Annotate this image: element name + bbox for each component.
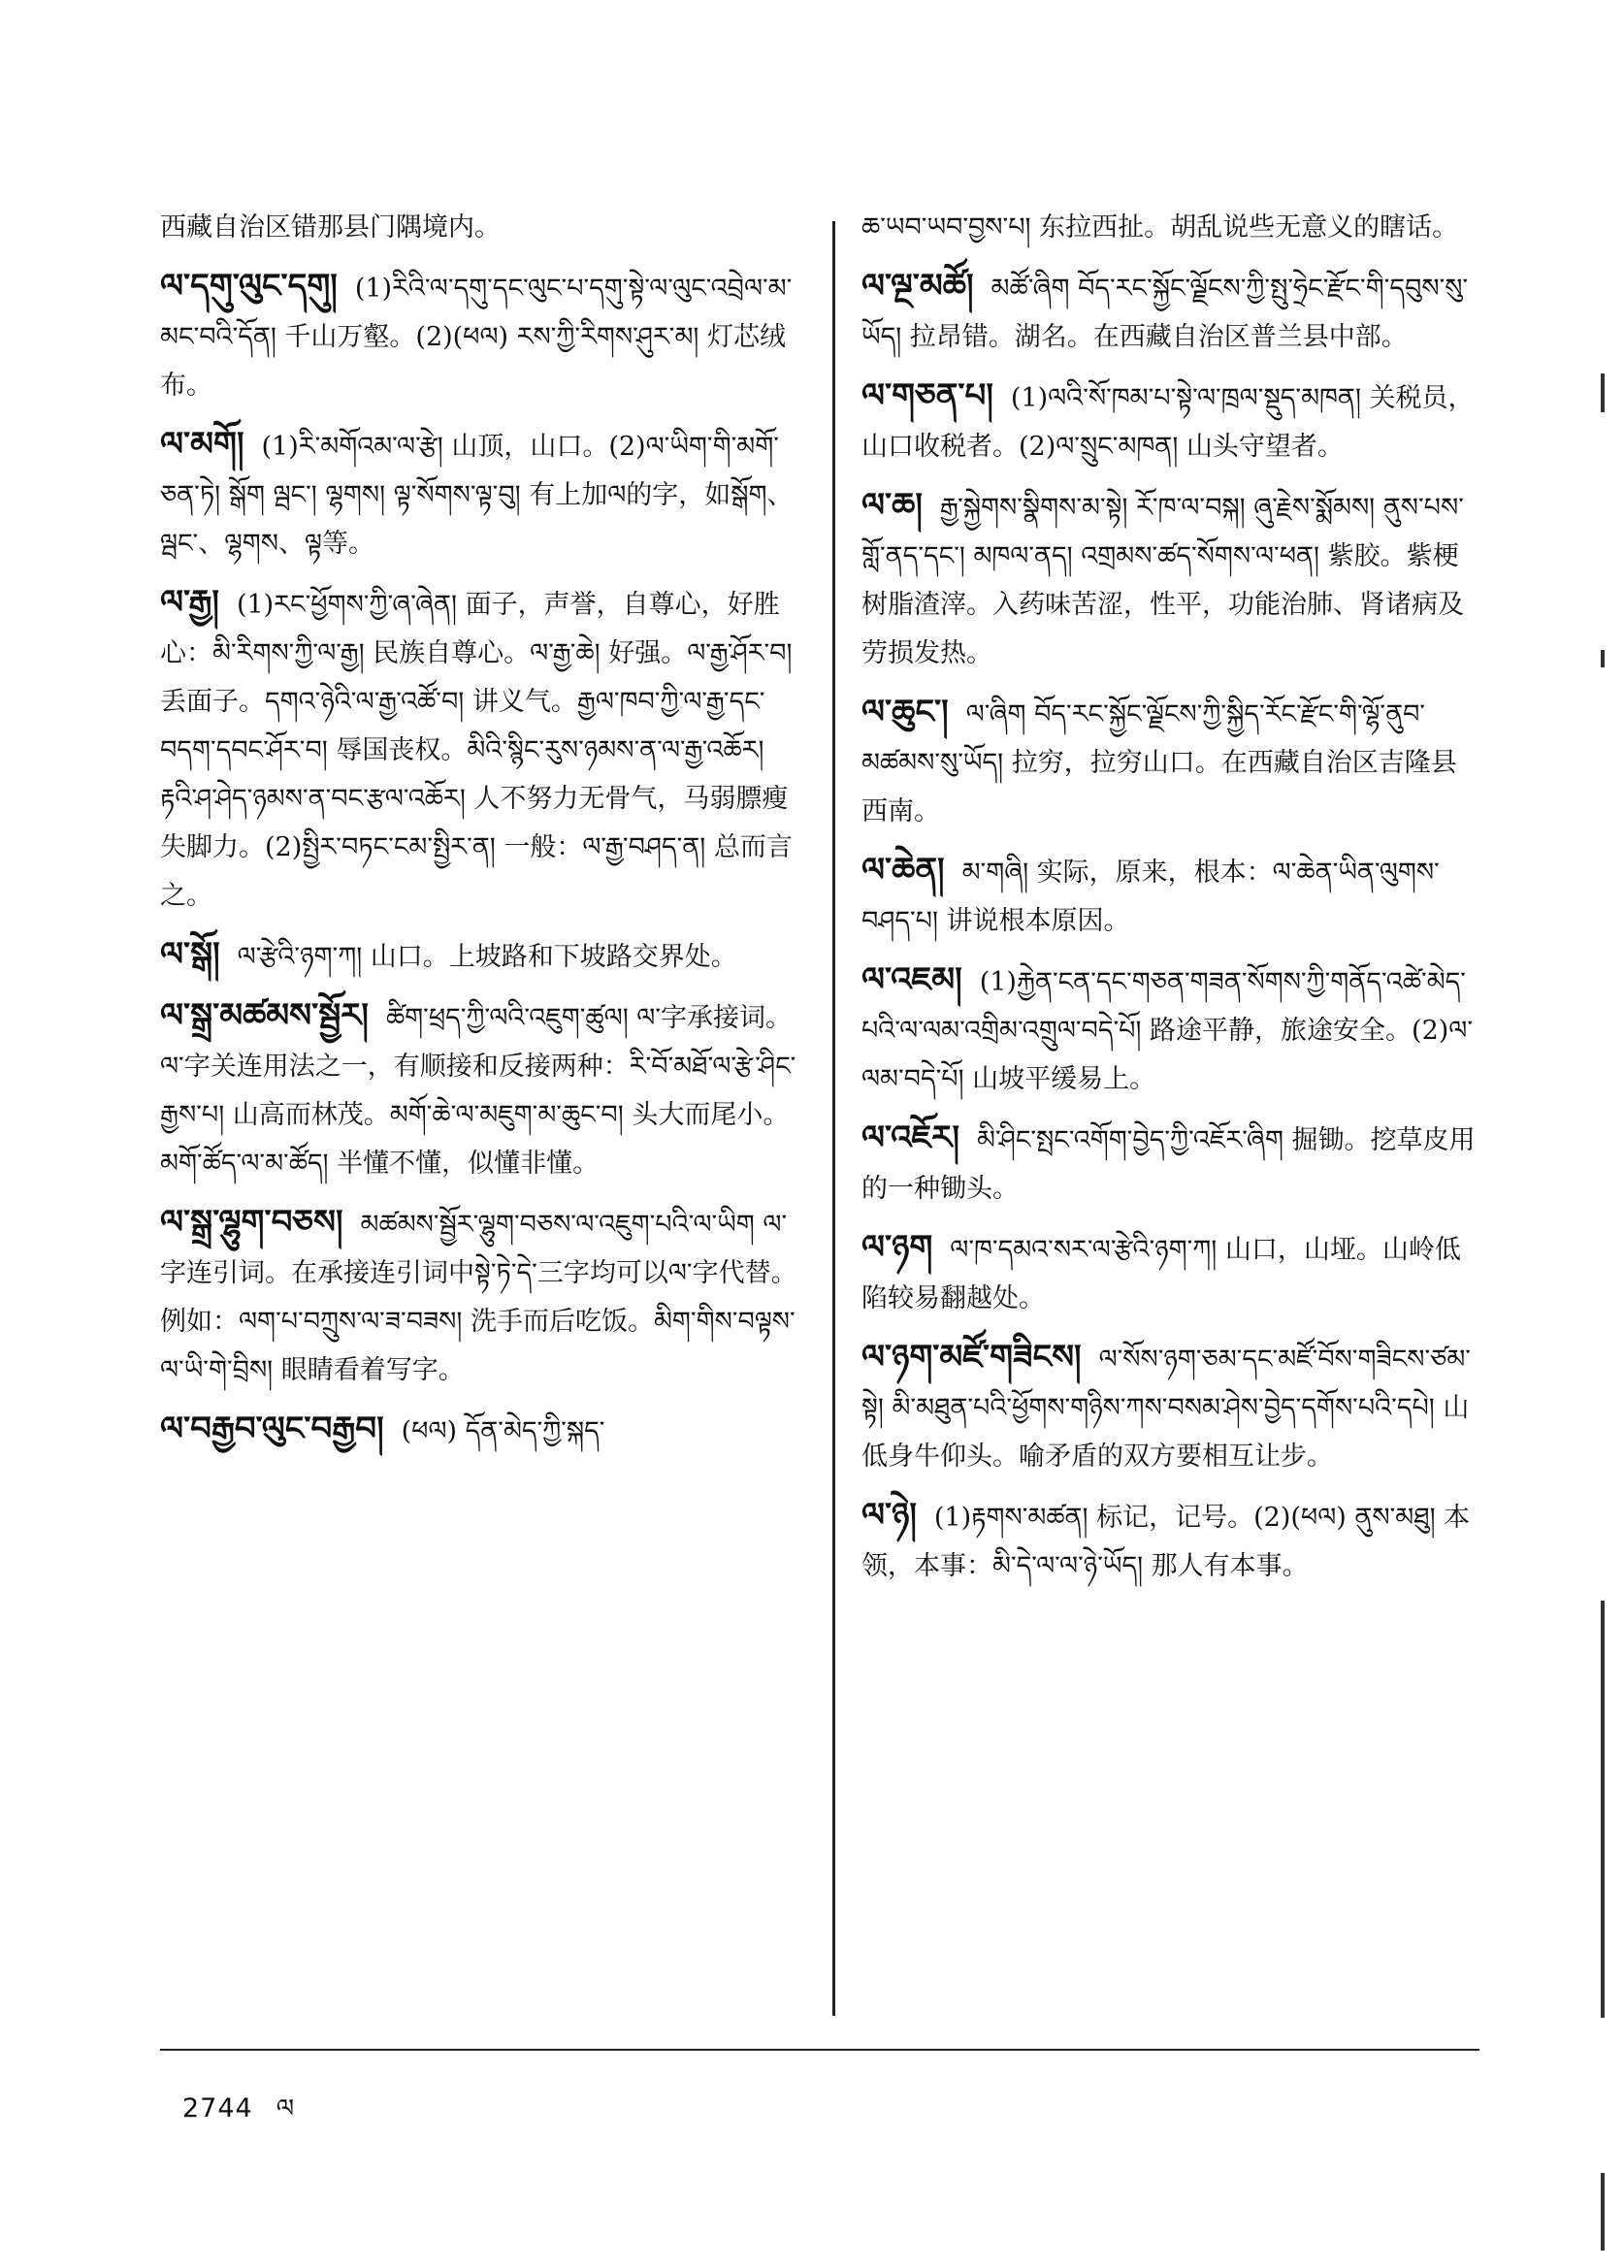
scan-edge-mark [1601, 1601, 1605, 2018]
entry [861, 956, 1482, 1104]
definition: (ཕལ) དོན་མེད་ཀྱི་སྐད་ [401, 1416, 605, 1446]
headword: ལ་དགུ་ལུང་དགུ། [160, 267, 338, 306]
entry [861, 481, 1482, 678]
footer-rule [160, 2049, 1479, 2051]
entry [861, 846, 1482, 946]
left-column [160, 204, 805, 1466]
entry [861, 262, 1482, 362]
definition: (1)རྐྱེན་ངན་དང་གཅན་གཟན་སོགས་ཀྱི་གནོད་འཚེ་མེད་པའི་ལ་ལམ་འགྲིམ་འགྲུལ་བདེ་པོ། 路途平静，旅途安全。(2)ལ་ལམ་བདེ་པོ། 山坡平缓易上。 [861, 967, 1474, 1094]
column-divider [832, 221, 835, 2016]
entry [861, 1223, 1482, 1323]
definition: ལ་ཁ་དམའ་སར་ལ་རྩེའི་ཉག་ཀ། 山口，山垭。山岭低陷较易翻越处。 [861, 1235, 1461, 1313]
definition: མཚོ་ཞིག བོད་རང་སྐྱོང་ལྗོངས་ཀྱི་སྤུ་ཧྲེང་རྫོང་གི་དབུས་སུ་ཡོད། 拉昂错。湖名。在西藏自治区普兰县中部。 [861, 274, 1469, 352]
entry [160, 930, 805, 982]
definition: ཚིག་ཕྲད་ཀྱི་ལའི་འཇུག་ཚུལ། ལ་字承接词。ལ་字关连用法之一，有顺接和反接两种：རི་བོ་མཐོ་ལ་རྩེ་ཤིང་རྒྱས་པ། 山高而林茂。མགོ་ཆེ་ལ་མཇུག་མ་ཆུང་བ། 头大而尾小。མགོ་ཚོད་ལ་མ་ཚོད། 半懂不懂，似懂非懂。 [160, 1003, 796, 1179]
definition: (1)རྟགས་མཚན། 标记，记号。(2)(ཕལ) ནུས་མཐུ། 本领，本事：མི་དེ་ལ་ལ་ཉེ་ཡོད། 那人有本事。 [861, 1503, 1471, 1581]
definition: (1)ལའི་སོ་ཁམ་པ་སྟེ་ལ་ཁྲལ་སྡུད་མཁན། 关税员，山口收税者。(2)ལ་སྲུང་མཁན། 山头守望者。 [861, 383, 1475, 462]
entry [160, 1405, 805, 1456]
headword: ལ་བརྒྱབ་ལུང་བརྒྱབ། [160, 1409, 384, 1448]
headword: ལ་ཉེ། [861, 1496, 917, 1535]
definition: ལ་རྩེའི་ཉག་ཀ། 山口。上坡路和下坡路交界处。 [237, 942, 737, 972]
headword: ལ་སྒྲ་ལྷུག་བཅས། [160, 1203, 343, 1242]
headword: ལ་ཉག [861, 1228, 933, 1267]
definition: མ་གཞི། 实际，原来，根本：ལ་ཆེན་ཡིན་ལུགས་བཤད་པ། 讲说根本原因。 [861, 858, 1440, 936]
definition: ལ་ཞིག བོད་རང་སྐྱོང་ལྗོངས་ཀྱི་སྐྱིད་རོང་རྫོང་གི་ལྷོ་ནུབ་མཚམས་སུ་ཡོད། 拉穷，拉穷山口。在西藏自治区吉隆县西南。 [861, 699, 1457, 826]
headword: ལ་འཇམ། [861, 960, 962, 999]
headword: ལ་གཅན་པ། [861, 376, 993, 415]
headword: ལ་ཆེན། [861, 851, 945, 890]
definition: ལ་སོས་ཉག་ཅམ་དང་མཛོ་བོས་གཟིངས་ཙམ་སྟེ། མི་མཐུན་པའི་ཕྱོགས་གཉིས་ཀས་བསམ་ཤེས་བྱེད་དགོས་པའི་དཔེ། 山低身牛仰头。喻矛盾的双方要相互让步。 [861, 1345, 1471, 1472]
right-column [861, 204, 1482, 1601]
definition: (1)རང་ཕྱོགས་ཀྱི་ཞ་ཞེན། 面子，声誉，自尊心，好胜心：མི་རིགས་ཀྱི་ལ་རྒྱ། 民族自尊心。ལ་རྒྱ་ཆེ། 好强。ལ་རྒྱ་ཤོར་བ། 丢面子。དགའ་ཉེའི་ལ་རྒྱ་འཚོ་བ། 讲义气。རྒྱལ་ཁབ་ཀྱི་ལ་རྒྱ་དང་བདག་དབང་ཤོར་བ། 辱国丧权。མིའི་སྙིང་རུས་ཉམས་ན་ལ་རྒྱ་འཆོར། རྟའི་ཤ་ཤེད་ཉམས་ན་བང་རྩལ་འཆོར། 人不努力无骨气，马弱膘瘦失脚力。(2)སྤྱིར་བཏང་ངམ་སྤྱིར་ན། 一般：ལ་རྒྱ་བཤད་ན། 总而言之。 [160, 590, 793, 911]
entry [160, 262, 805, 410]
entry [861, 1491, 1482, 1591]
headword: ལ་ཆུང་། [861, 693, 949, 731]
scan-edge-mark [1601, 373, 1605, 412]
entry [160, 578, 805, 921]
lead-text: 西藏自治区错那县门隅境内。 [160, 212, 501, 243]
entry [160, 1198, 805, 1395]
headword: ལ་སྒོ། [160, 935, 220, 974]
scan-edge-mark [1601, 2173, 1605, 2251]
lead-continuation [160, 204, 805, 252]
entry [861, 1114, 1482, 1214]
running-head-letter: ལ [276, 2094, 296, 2123]
scan-edge-mark [1601, 650, 1605, 667]
page-number: 2744 [182, 2093, 253, 2123]
definition: མི་ཤིང་སྤང་འགོག་བྱེད་ཀྱི་འཇོར་ཞིག 掘锄。挖草皮用的一种锄头。 [861, 1125, 1476, 1204]
headword: ལ་ལྔ་མཚོ། [861, 267, 974, 306]
entry [861, 372, 1482, 471]
page-footer [182, 2081, 295, 2152]
headword: ལ་འཇོར། [861, 1118, 960, 1157]
definition: མཚམས་སྦྱོར་ལྷུག་བཅས་ལ་འཇུག་པའི་ལ་ཡིག ལ་字连引词。在承接连引词中སྟེ་ཏེ་དེ་三字均可以ལ་字代替。例如：ལག་པ་བཀྲུས་ལ་ཟ་བཟས། 洗手而后吃饭。མིག་གིས་བལྟས་ལ་ཡི་གེ་བྲིས། 眼睛看着写字。 [160, 1210, 797, 1385]
definition: (1)རིའི་ལ་དགུ་དང་ལུང་པ་དགུ་སྟེ་ལ་ལུང་འབྲེལ་མ་མང་བའི་དོན། 千山万壑。(2)(ཕལ) རས་ཀྱི་རིགས་ཤུར་མ། 灯芯绒布。 [160, 274, 793, 401]
lead-continuation [861, 204, 1482, 252]
definition: རྒྱ་སྐྱེགས་སྣིགས་མ་སྟེ། རོ་ཁ་ལ་བསྐ། ཞུ་རྗེས་སྨོམས། ནུས་པས་གློ་ནད་དང་། མཁལ་ནད། འགྲམས་ཚད་སོགས་ལ་ཕན། 紫胶。紫梗树脂渣滓。入药味苦涩，性平，功能治肺、肾诸病及劳损发热。 [861, 493, 1464, 668]
entry [861, 1333, 1482, 1481]
headword: ལ་ཆ། [861, 486, 923, 525]
entry [160, 420, 805, 568]
headword: ལ་རྒྱ། [160, 583, 219, 622]
entry [160, 991, 805, 1188]
entry [861, 688, 1482, 836]
lead-text: ཆ་ཡབ་ཡབ་བྱས་པ། 东拉西扯。胡乱说些无意义的瞎话。 [861, 212, 1459, 243]
headword: ལ་ཉག་མཛོ་གཟིངས། [861, 1338, 1082, 1377]
headword: ལ་སྒྲ་མཚམས་སྦྱོར། [160, 996, 369, 1035]
definition: (1)རི་མགོའམ་ལ་རྩེ། 山顶，山口。(2)ལ་ཡིག་གི་མགོ་ཅན་ཏེ། སྒོག ལྦང་། ལྷགས། ལྟ་སོགས་ལྟ་བུ། 有上加ལ的字，如སྒོག、ལྦང་、ལྷགས、ལྟ等。 [160, 432, 794, 559]
headword: ལ་མགོ། [160, 425, 244, 464]
